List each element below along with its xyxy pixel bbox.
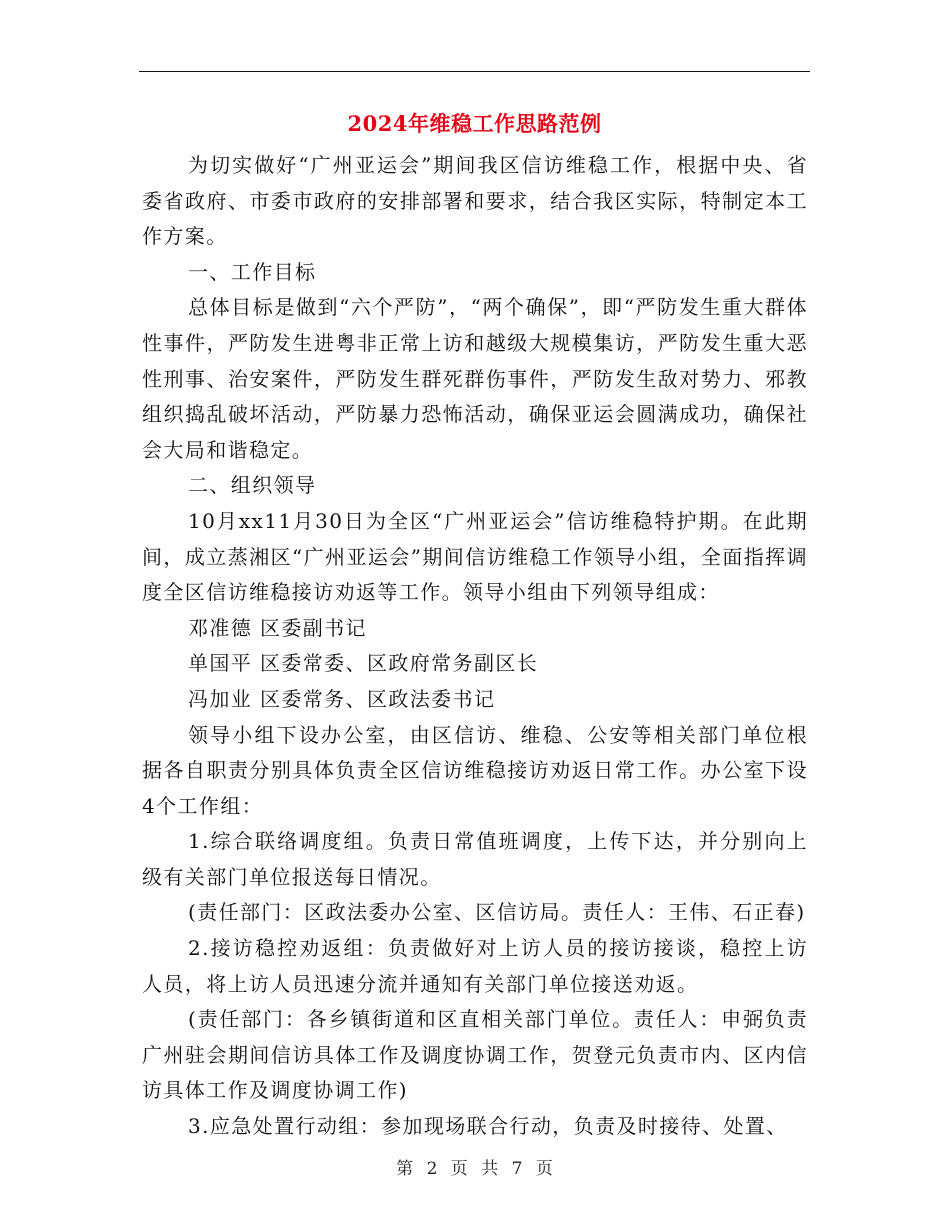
- list-item: 2.接访稳控劝返组：负责做好对上访人员的接访接谈，稳控上访人员，将上访人员迅速分流并通知有关部门单位接送劝返。: [142, 936, 808, 996]
- section-heading-leadership: 二、组织领导: [188, 473, 317, 498]
- section-heading-goals: 一、工作目标: [188, 259, 317, 284]
- page-number: 第 2 页 共 7 页: [396, 1159, 554, 1179]
- paragraph-office: 领导小组下设办公室，由区信访、维稳、公安等相关部门单位根据各自职责分别具体负责全区信访维稳接访劝返日常工作。办公室下设4个工作组：: [142, 722, 808, 818]
- responsibility-note: (责任部门：区政法委办公室、区信访局。责任人：王伟、石正春): [188, 900, 806, 925]
- leader-line: 邓准德 区委副书记: [188, 615, 367, 640]
- paragraph-leadership: 10月xx11月30日为全区“广州亚运会”信访维稳特护期。在此期间，成立蒸湘区“广州亚运会”期间信访维稳工作领导小组，全面指挥调度全区信访维稳接访劝返等工作。领导小组由下列领导组成：: [142, 508, 808, 605]
- list-item: 3.应急处置行动组：参加现场联合行动，负责及时接待、处置、: [188, 1114, 788, 1139]
- list-item: 1.综合联络调度组。负责日常值班调度，上传下达，并分别向上级有关部门单位报送每日情况。: [142, 829, 808, 889]
- responsibility-note: (责任部门：各乡镇街道和区直相关部门单位。责任人：申弼负责广州驻会期间信访具体工作及调度协调工作，贺登元负责市内、区内信访具体工作及调度协调工作): [142, 1007, 808, 1103]
- document-title: 2024年维稳工作思路范例: [347, 111, 602, 136]
- leader-line: 冯加业 区委常务、区政法委书记: [188, 686, 496, 711]
- leader-line: 单国平 区委常委、区政府常务副区长: [188, 651, 539, 676]
- paragraph-goals: 总体目标是做到“六个严防”，“两个确保”，即“严防发生重大群体性事件，严防发生进粤非正常上访和越级大规模集访，严防发生重大恶性刑事、治安案件，严防发生群死群伤事件，严防发生敌对势力、邪教组织捣乱破坏活动，严防暴力恐怖活动，确保亚运会圆满成功，确保社会大局和谐稳定。: [142, 295, 808, 462]
- document-body: [142, 148, 808, 1145]
- header-rule: [139, 71, 810, 72]
- paragraph-intro: 为切实做好“广州亚运会”期间我区信访维稳工作，根据中央、省委省政府、市委市政府的安排部署和要求，结合我区实际，特制定本工作方案。: [142, 153, 808, 249]
